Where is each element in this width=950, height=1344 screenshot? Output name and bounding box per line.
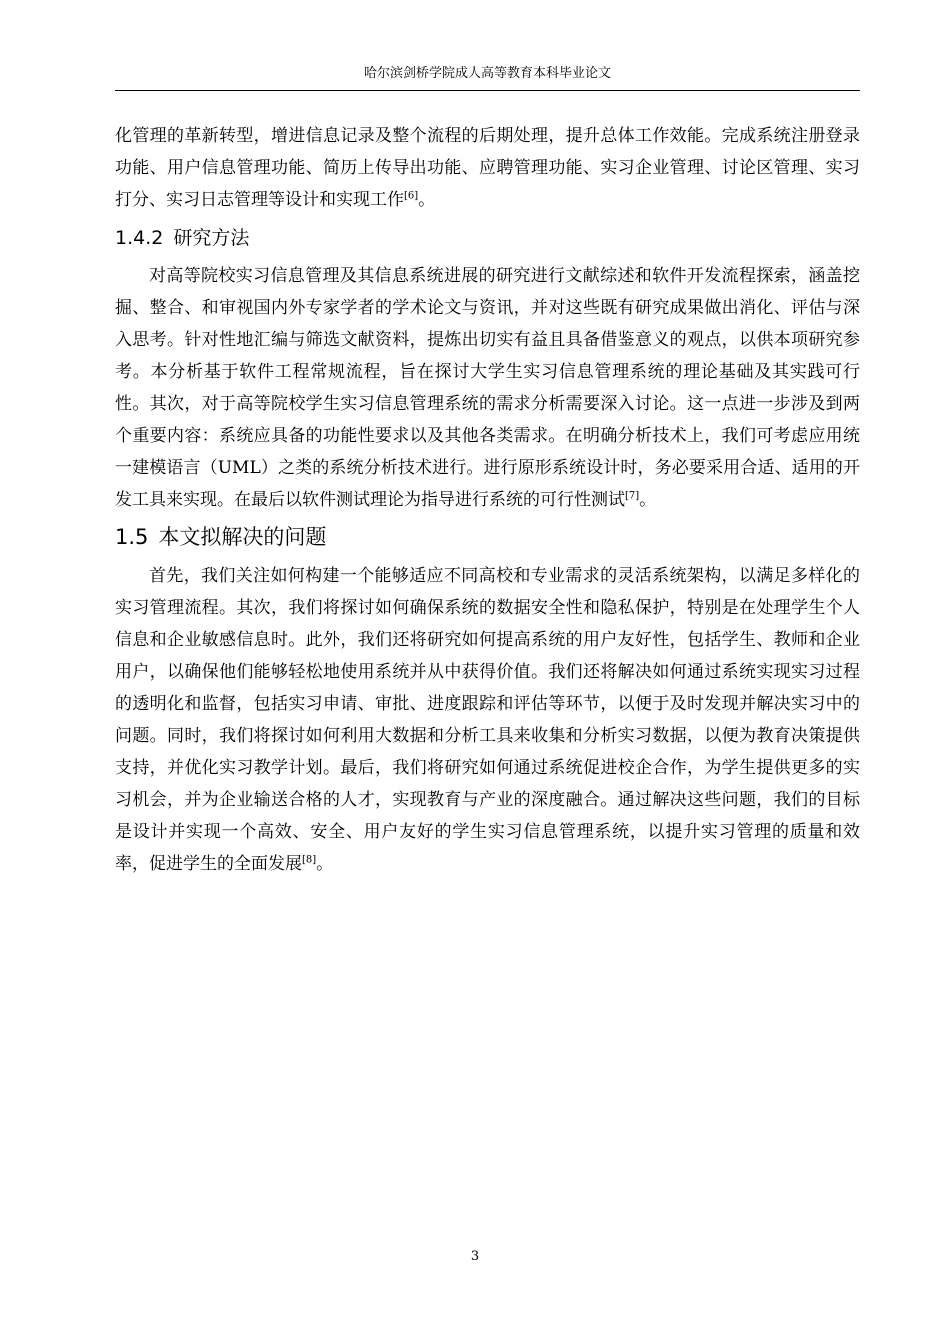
running-header: [115, 64, 860, 91]
section-heading-1-5: [115, 518, 860, 556]
paragraph-methods-end: 。: [639, 490, 657, 510]
paragraph-methods: [115, 260, 860, 516]
citation-ref-7[interactable]: [7]: [625, 490, 640, 502]
page-number: 3: [470, 1249, 480, 1264]
paragraph-methods-text: 对高等院校实习信息管理及其信息系统进展的研究进行文献综述和软件开发流程探索，涵盖挖掘、整合、和审视国内外专家学者的学术论文与资讯，并对这些既有研究成果做出消化、评估与深入思考。针对性地汇编与筛选文献资料，提炼出切实有益且具备借鉴意义的观点，以供本项研究参考。本分析基于软件工程常规流程，旨在探讨大学生实习信息管理系统的理论基础及其实践可行性。其次，对于高等院校学生实习信息管理系统的需求分析需要深入讨论。这一点进一步涉及到两个重要内容：系统应具备的功能性要求以及其他各类需求。在明确分析技术上，我们可考虑应用统一建模语言（UML）之类的系统分析技术进行。进行原形系统设计时，务必要采用合适、适用的开发工具来实现。在最后以软件测试理论为指导进行系统的可行性测试: [115, 266, 860, 510]
citation-ref-6[interactable]: [6]: [404, 190, 419, 202]
citation-ref-8[interactable]: [8]: [302, 854, 317, 866]
section-title: 本文拟解决的问题: [158, 525, 327, 549]
section-number: 1.5: [115, 525, 149, 549]
section-title: 研究方法: [173, 227, 250, 249]
running-header-title: 哈尔滨剑桥学院成人高等教育本科毕业论文: [363, 66, 611, 81]
paragraph-continuation-text: 化管理的革新转型，增进信息记录及整个流程的后期处理，提升总体工作效能。完成系统注册登录功能、用户信息管理功能、简历上传导出功能、应聘管理功能、实习企业管理、讨论区管理、实习打分、实习日志管理等设计和实现工作: [115, 126, 860, 210]
paragraph-problems-end: 。: [316, 854, 334, 874]
paragraph-problems-text: 首先，我们关注如何构建一个能够适应不同高校和专业需求的灵活系统架构，以满足多样化的实习管理流程。其次，我们将探讨如何确保系统的数据安全性和隐私保护，特别是在处理学生个人信息和企业敏感信息时。此外，我们还将研究如何提高系统的用户友好性，包括学生、教师和企业用户，以确保他们能够轻松地使用系统并从中获得价值。我们还将解决如何通过系统实现实习过程的透明化和监督，包括实习申请、审批、进度跟踪和评估等环节，以便于及时发现并解决实习中的问题。同时，我们将探讨如何利用大数据和分析工具来收集和分析实习数据，以便为教育决策提供支持，并优化实习教学计划。最后，我们将研究如何通过系统促进校企合作，为学生提供更多的实习机会，并为企业输送合格的人才，实现教育与产业的深度融合。通过解决这些问题，我们的目标是设计并实现一个高效、安全、用户友好的学生实习信息管理系统，以提升实习管理的质量和效率，促进学生的全面发展: [115, 566, 860, 874]
paragraph-continuation-end: 。: [418, 190, 436, 210]
paragraph-problems: [115, 560, 860, 880]
paragraph-continuation: [115, 120, 860, 216]
page-body: [115, 120, 860, 880]
section-number: 1.4.2: [115, 227, 164, 249]
section-heading-1-4-2: [115, 220, 860, 256]
